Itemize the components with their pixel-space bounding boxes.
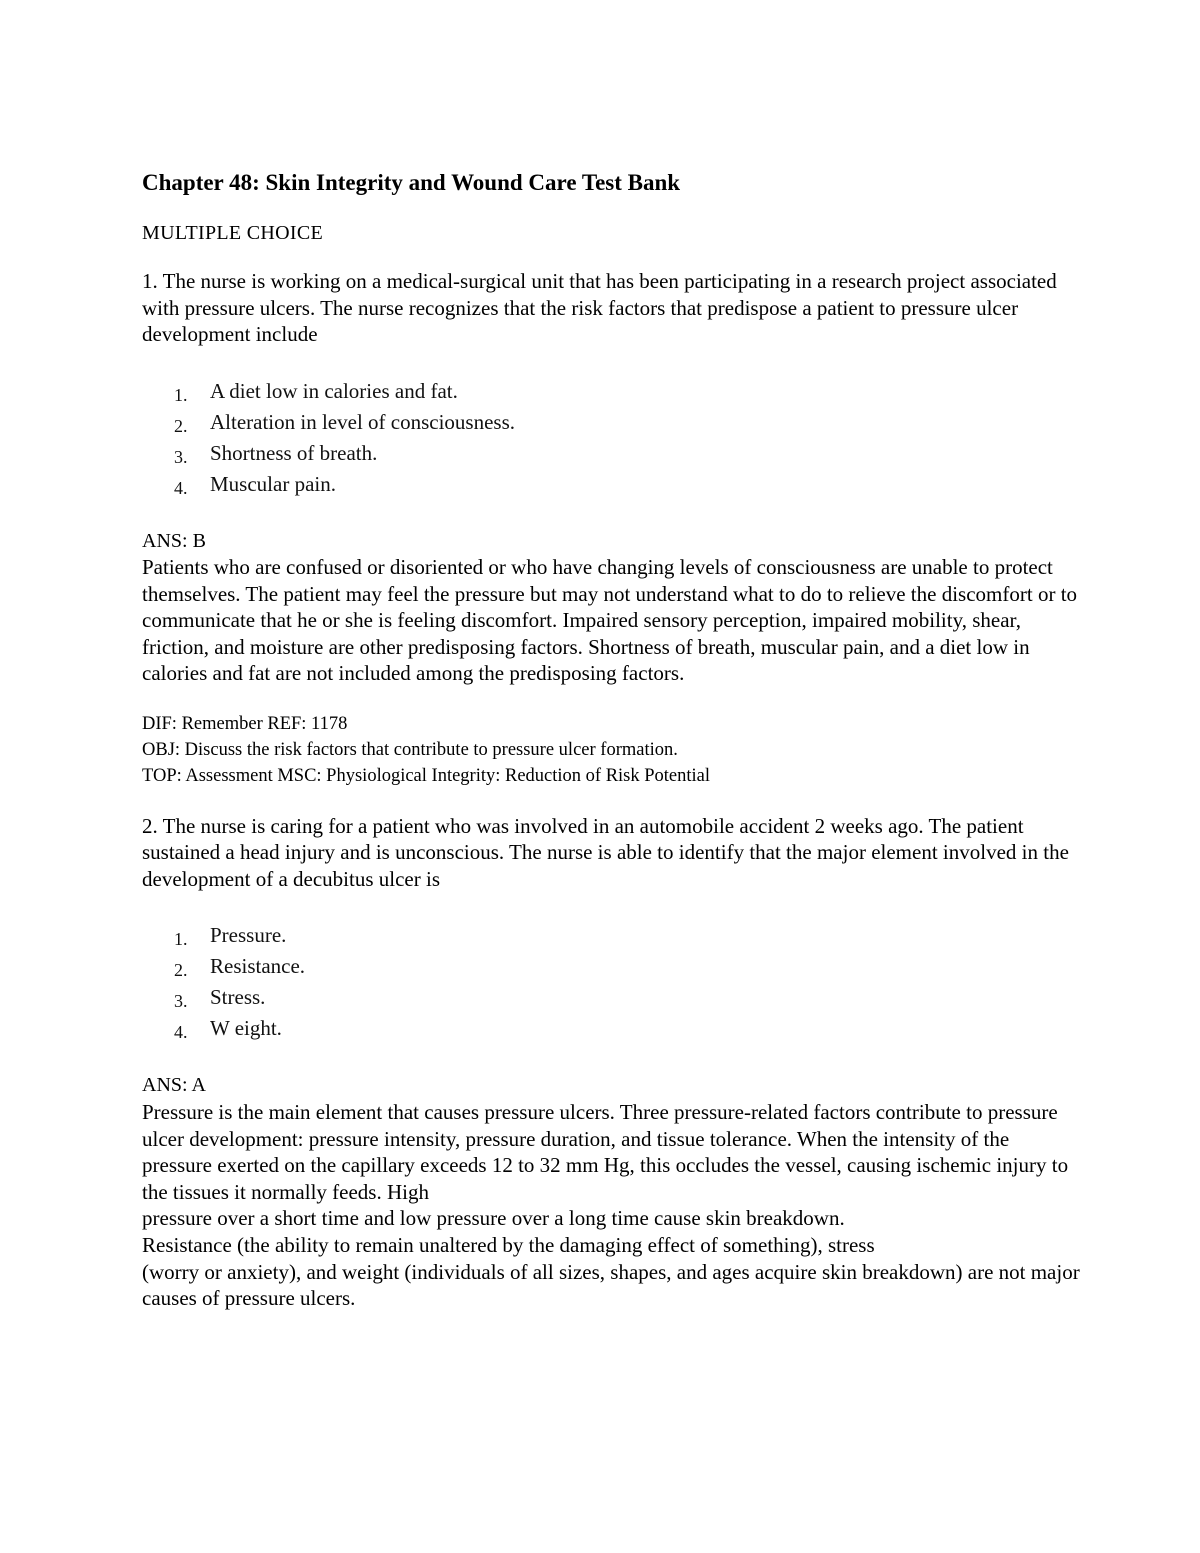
rationale: Patients who are confused or disoriented or who have changing levels of consciousness are unable to protect themselves. The patient may feel the pressure but may not understand what to do to relieve the discomfort or to communicate that he or she is feeling discomfort. Impaired sensory perception, impaired mobility, shear, friction, and moisture are other predisposing factors. Shortness of breath, muscular pain, and a diet low in calories and fat are not included among the predisposing factors. <box>142 555 1078 686</box>
answer-option <box>142 982 1082 1013</box>
rationale <box>142 1099 1082 1312</box>
answer-options <box>142 376 1082 500</box>
meta-topic: TOP: Assessment MSC: Physiological Integrity: Reduction of Risk Potential <box>142 765 711 786</box>
question-metadata <box>142 711 1082 789</box>
document-title: Chapter 48: Skin Integrity and Wound Care Test Bank <box>142 170 681 195</box>
option-number: 1. <box>174 384 188 405</box>
meta-objective: OBJ: Discuss the risk factors that contribute to pressure ulcer formation. <box>142 739 678 760</box>
rationale-line: (worry or anxiety), and weight (individuals of all sizes, shapes, and ages acquire skin breakdown) are not major causes of pressure ulcers. <box>142 1259 1080 1311</box>
answer-option <box>142 407 1082 438</box>
answer-options <box>142 920 1082 1044</box>
option-text: Stress. <box>210 985 266 1010</box>
option-number: 2. <box>174 415 188 436</box>
answer-option <box>142 438 1082 469</box>
rationale-line: Pressure is the main element that causes pressure ulcers. Three pressure-related factors contribute to pressure ulcer development: pressure intensity, pressure duration, and tissue tolerance. When the intensity of the pressure exerted on the capillary exceeds 12 to 32 mm Hg, this occludes the vessel, causing ischemic injury to the tissues it normally feeds. High <box>142 1099 1069 1204</box>
option-number: 3. <box>174 991 188 1012</box>
option-text: Muscular pain. <box>210 471 336 496</box>
document-page <box>142 168 1082 1336</box>
question-stem: 2. The nurse is caring for a patient who was involved in an automobile accident 2 weeks ago. The patient sustained a head injury and is unconscious. The nurse is able to identify that the major element involved in the development of a decubitus ulcer is <box>142 813 1069 891</box>
question-2 <box>142 813 1082 1312</box>
answer-option <box>142 1013 1082 1044</box>
answer-option <box>142 920 1082 951</box>
option-number: 1. <box>174 929 188 950</box>
answer-option <box>142 376 1082 407</box>
rationale-line: pressure over a short time and low pressure over a long time cause skin breakdown. <box>142 1206 845 1231</box>
option-number: 4. <box>174 1022 188 1043</box>
rationale-line: Resistance (the ability to remain unaltered by the damaging effect of something), stress <box>142 1232 875 1257</box>
option-text: Alteration in level of consciousness. <box>210 409 516 434</box>
question-1 <box>142 268 1082 789</box>
question-stem: 1. The nurse is working on a medical-surgical unit that has been participating in a research project associated with pressure ulcers. The nurse recognizes that the risk factors that predispose a patient to pressure ulcer development include <box>142 269 1057 346</box>
option-text: Shortness of breath. <box>210 440 378 465</box>
answer-key: ANS: B <box>142 529 206 552</box>
meta-dif-ref: DIF: Remember REF: 1178 <box>142 713 348 734</box>
option-number: 2. <box>174 960 188 981</box>
answer-option <box>142 951 1082 982</box>
option-text: Pressure. <box>210 923 287 948</box>
option-number: 3. <box>174 446 188 467</box>
option-text: W eight. <box>210 1016 282 1041</box>
option-text: A diet low in calories and fat. <box>210 378 458 403</box>
answer-key: ANS: A <box>142 1074 206 1097</box>
answer-option <box>142 469 1082 500</box>
option-text: Resistance. <box>210 954 306 979</box>
section-heading: MULTIPLE CHOICE <box>142 222 323 244</box>
option-number: 4. <box>174 477 188 498</box>
